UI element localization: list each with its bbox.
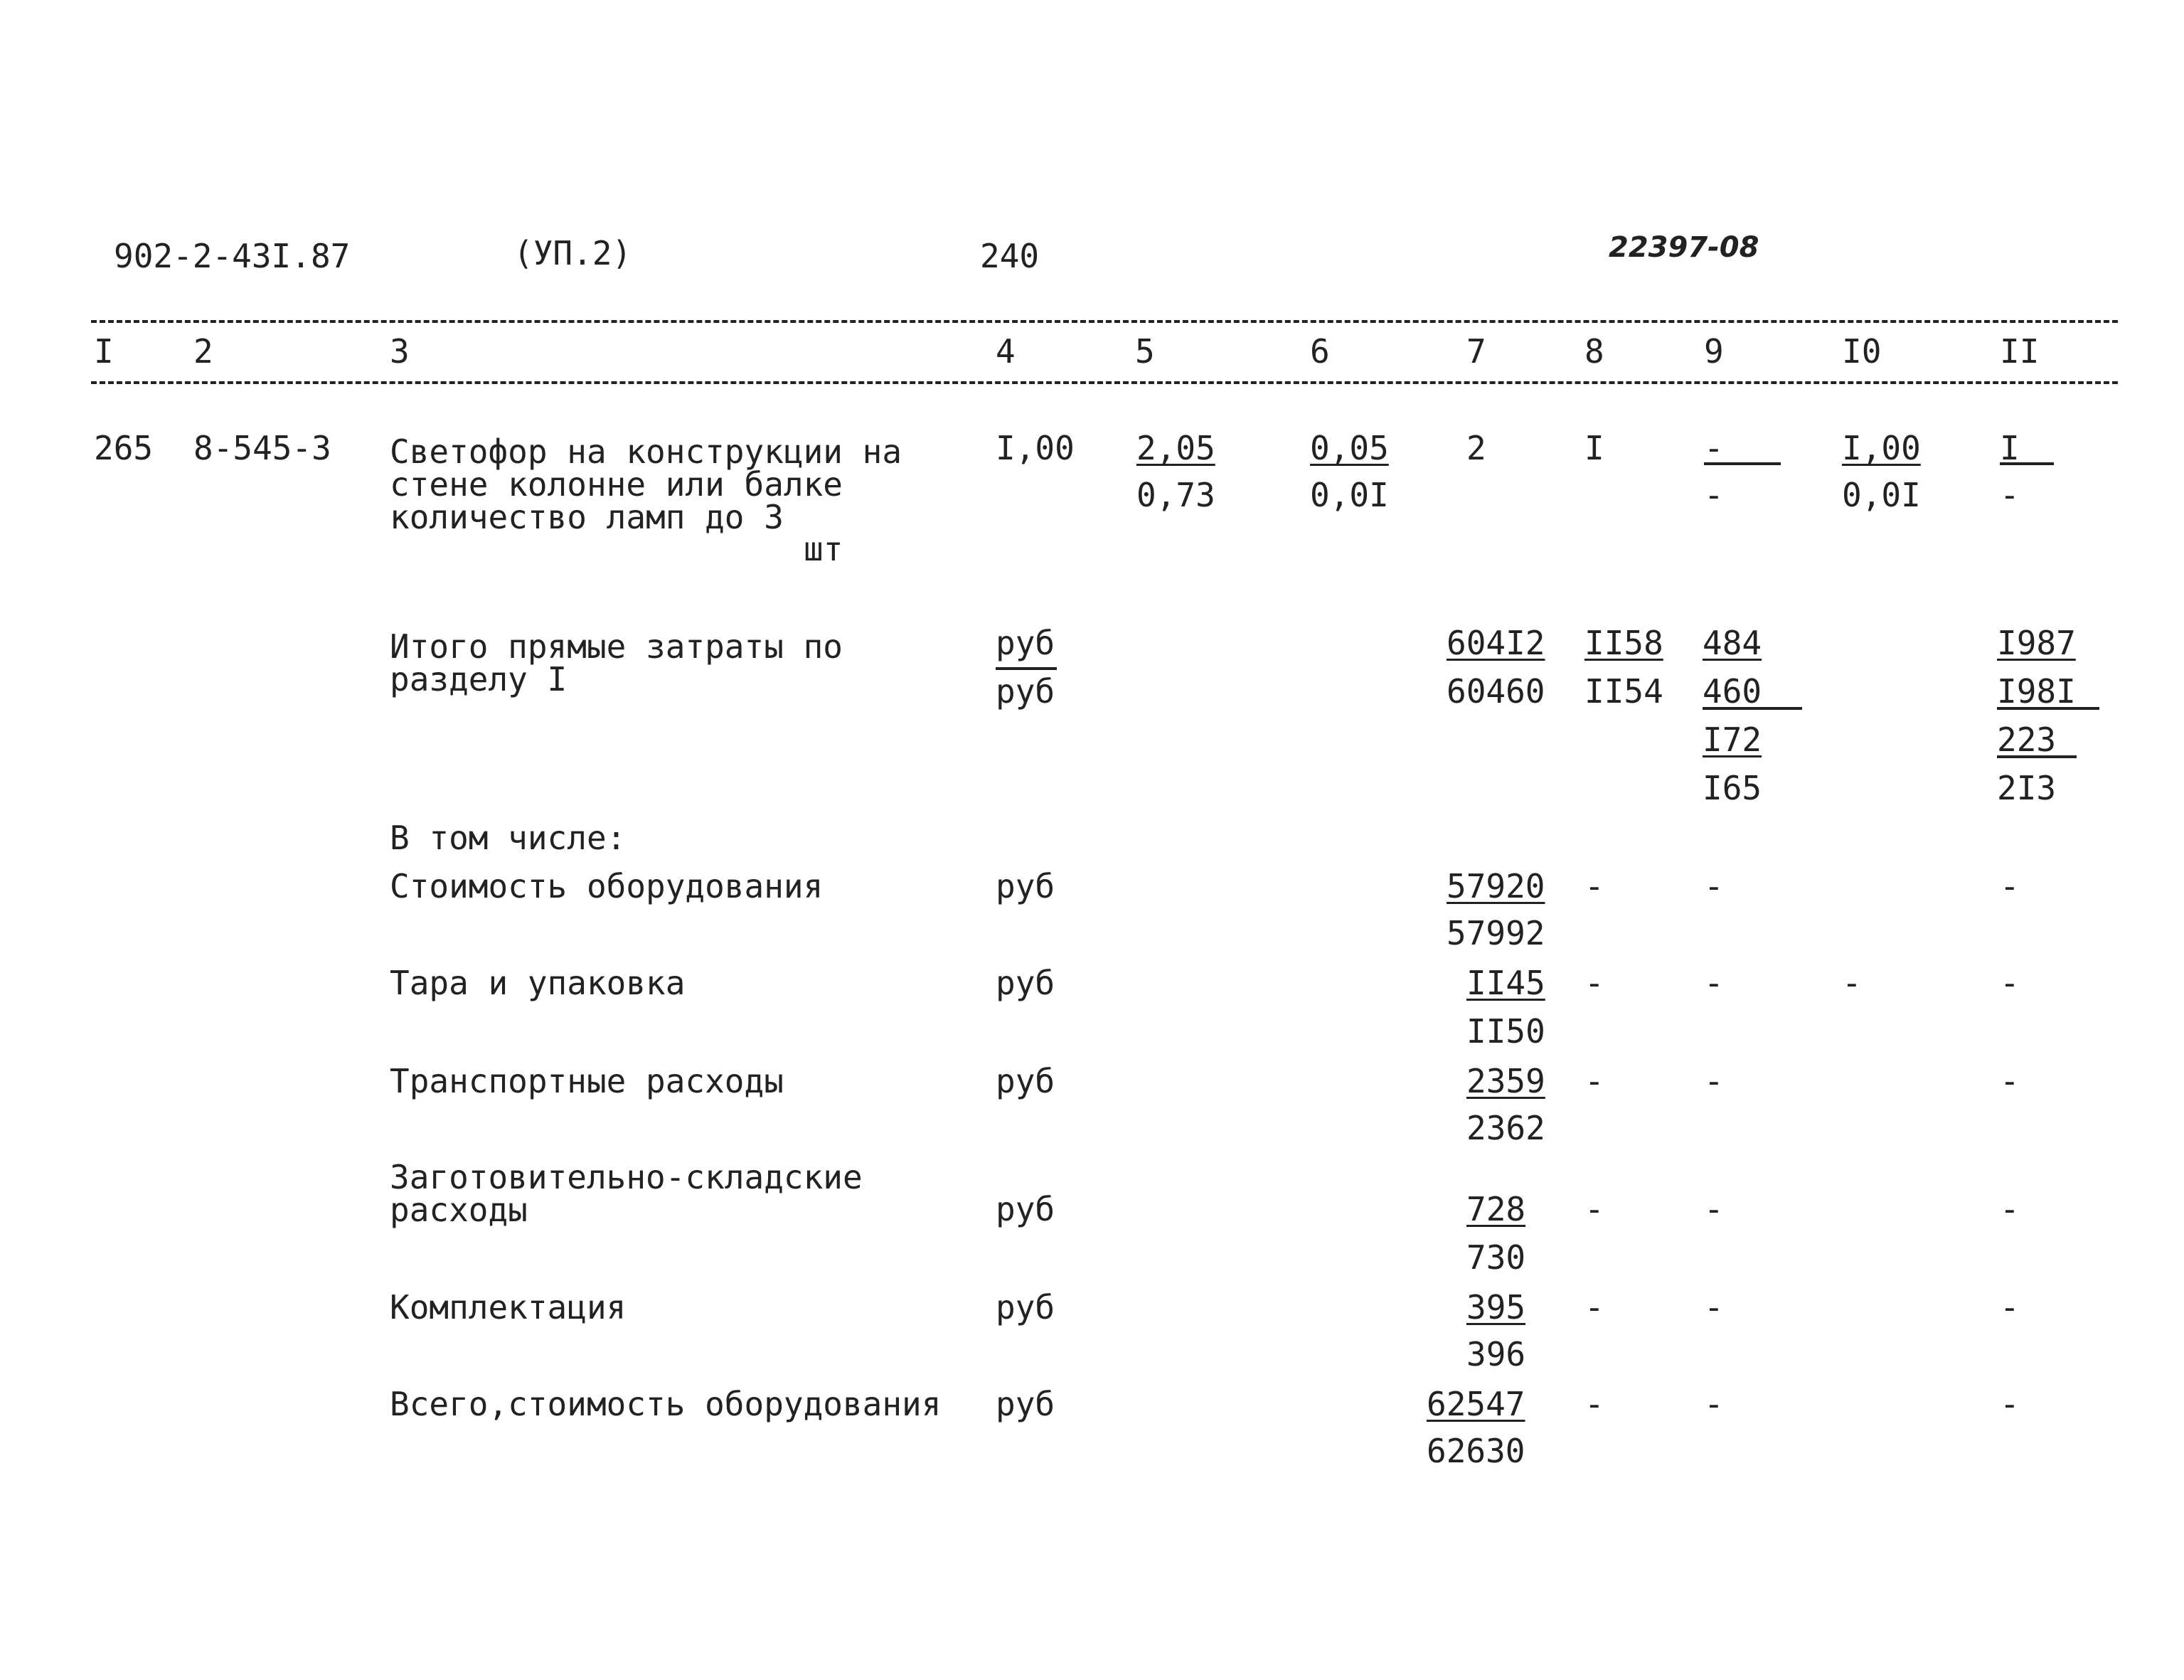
item-value-top: 62547	[1427, 1385, 1525, 1423]
col-2: 2	[193, 332, 213, 371]
item-col8: -	[1584, 1288, 1604, 1327]
item-unit: руб	[996, 1288, 1055, 1327]
total-col11-rule-2	[1997, 755, 2077, 758]
row-code: 8-545-3	[193, 429, 331, 467]
item-unit: руб	[996, 964, 1055, 1002]
col-6: 6	[1310, 332, 1330, 371]
total-unit-top: руб	[996, 624, 1055, 662]
item-col8: -	[1584, 1385, 1604, 1423]
total-label: Итого прямые затраты по разделу I	[390, 627, 843, 698]
item-label: Транспортные расходы	[390, 1062, 784, 1100]
item-value-top: 395	[1466, 1288, 1526, 1327]
col5-top: 2,05	[1136, 429, 1215, 467]
item-col11: -	[2000, 867, 2020, 905]
col-8: 8	[1584, 332, 1604, 371]
item-col11: -	[2000, 1288, 2020, 1327]
volume-label: (УП.2)	[513, 234, 632, 272]
col8-value: I	[1584, 429, 1604, 467]
item-value-top: 728	[1466, 1190, 1526, 1228]
item-label: Заготовительно-складские расходы	[390, 1158, 863, 1229]
item-value-bottom: 730	[1466, 1238, 1526, 1277]
including-label: В том числе:	[390, 819, 627, 857]
total-col11-3: 223	[1997, 721, 2057, 759]
item-label: Тара и упаковка	[390, 964, 686, 1002]
item-col11: -	[2000, 1385, 2020, 1423]
item-col8: -	[1584, 1190, 1604, 1228]
row-description: Светофор на конструкции на стене колонне или балке количество ламп до 3	[390, 432, 902, 536]
stamp-number: 22397-08	[1609, 231, 1759, 264]
item-value-bottom: II50	[1466, 1012, 1545, 1051]
col-10: I0	[1842, 332, 1882, 371]
row-number: 265	[94, 429, 154, 467]
document-code: 902-2-43I.87	[114, 237, 351, 275]
item-value-bottom: 57992	[1447, 914, 1545, 952]
col10-top: I,00	[1842, 429, 1921, 467]
item-col11: -	[2000, 964, 2020, 1002]
total-col9-1: 484	[1703, 624, 1762, 662]
item-col9: -	[1704, 1288, 1724, 1327]
total-col8-bottom: II54	[1584, 672, 1663, 711]
total-col9-4: I65	[1703, 769, 1762, 807]
col-11: II	[2000, 332, 2040, 371]
item-value-bottom: 62630	[1427, 1432, 1525, 1470]
item-col9: -	[1704, 1062, 1724, 1100]
col-9: 9	[1704, 332, 1724, 371]
col11-underline	[2000, 462, 2054, 465]
col11-bottom: -	[2000, 476, 2020, 514]
col-5: 5	[1135, 332, 1155, 371]
header-top-rule	[91, 320, 2118, 323]
col6-bottom: 0,0I	[1310, 476, 1389, 514]
item-value-top: II45	[1466, 964, 1545, 1002]
total-col9-2: 460	[1703, 672, 1762, 711]
col11-top: I	[2000, 429, 2020, 467]
item-label: Комплектация	[390, 1288, 627, 1327]
col7-value: 2	[1466, 429, 1486, 467]
item-unit: руб	[996, 1385, 1055, 1423]
item-unit: руб	[996, 867, 1055, 905]
item-value-bottom: 396	[1466, 1335, 1526, 1373]
item-unit: руб	[996, 1190, 1055, 1228]
total-col11-2: I98I	[1997, 672, 2076, 711]
item-col9: -	[1704, 867, 1724, 905]
item-col11: -	[2000, 1062, 2020, 1100]
total-col11-4: 2I3	[1997, 769, 2057, 807]
col9-bottom: -	[1704, 476, 1724, 514]
total-unit-bottom: руб	[996, 672, 1055, 711]
col9-underline	[1704, 462, 1781, 465]
col9-top: -	[1704, 429, 1724, 467]
item-label: Всего,стоимость оборудования	[390, 1385, 942, 1423]
item-col11: -	[2000, 1190, 2020, 1228]
header-bottom-rule	[91, 381, 2118, 384]
item-value-top: 2359	[1466, 1062, 1545, 1100]
col-3: 3	[390, 332, 410, 371]
total-col9-rule	[1703, 707, 1802, 710]
total-col9-3: I72	[1703, 721, 1762, 759]
row-quantity: I,00	[996, 429, 1075, 467]
total-col11-rule	[1997, 707, 2099, 710]
col-1: I	[94, 332, 114, 371]
col6-top: 0,05	[1310, 429, 1389, 467]
total-col7-bottom: 60460	[1447, 672, 1545, 711]
total-col8-top: II58	[1584, 624, 1663, 662]
item-col9: -	[1704, 964, 1724, 1002]
total-col11-1: I987	[1997, 624, 2076, 662]
item-value-top: 57920	[1447, 867, 1545, 905]
col10-bottom: 0,0I	[1842, 476, 1921, 514]
item-label: Стоимость оборудования	[390, 867, 824, 905]
col-4: 4	[996, 332, 1016, 371]
item-col9: -	[1704, 1385, 1724, 1423]
total-unit-divider	[996, 667, 1057, 670]
item-col8: -	[1584, 1062, 1604, 1100]
page-number: 240	[980, 237, 1040, 275]
item-value-bottom: 2362	[1466, 1109, 1545, 1147]
col5-bottom: 0,73	[1136, 476, 1215, 514]
col-7: 7	[1466, 332, 1486, 371]
item-col8: -	[1584, 867, 1604, 905]
item-col8: -	[1584, 964, 1604, 1002]
item-unit: руб	[996, 1062, 1055, 1100]
item-col9: -	[1704, 1190, 1724, 1228]
total-col7-top: 604I2	[1447, 624, 1545, 662]
item-col10: -	[1842, 964, 1862, 1002]
row-unit: шт	[804, 530, 843, 568]
